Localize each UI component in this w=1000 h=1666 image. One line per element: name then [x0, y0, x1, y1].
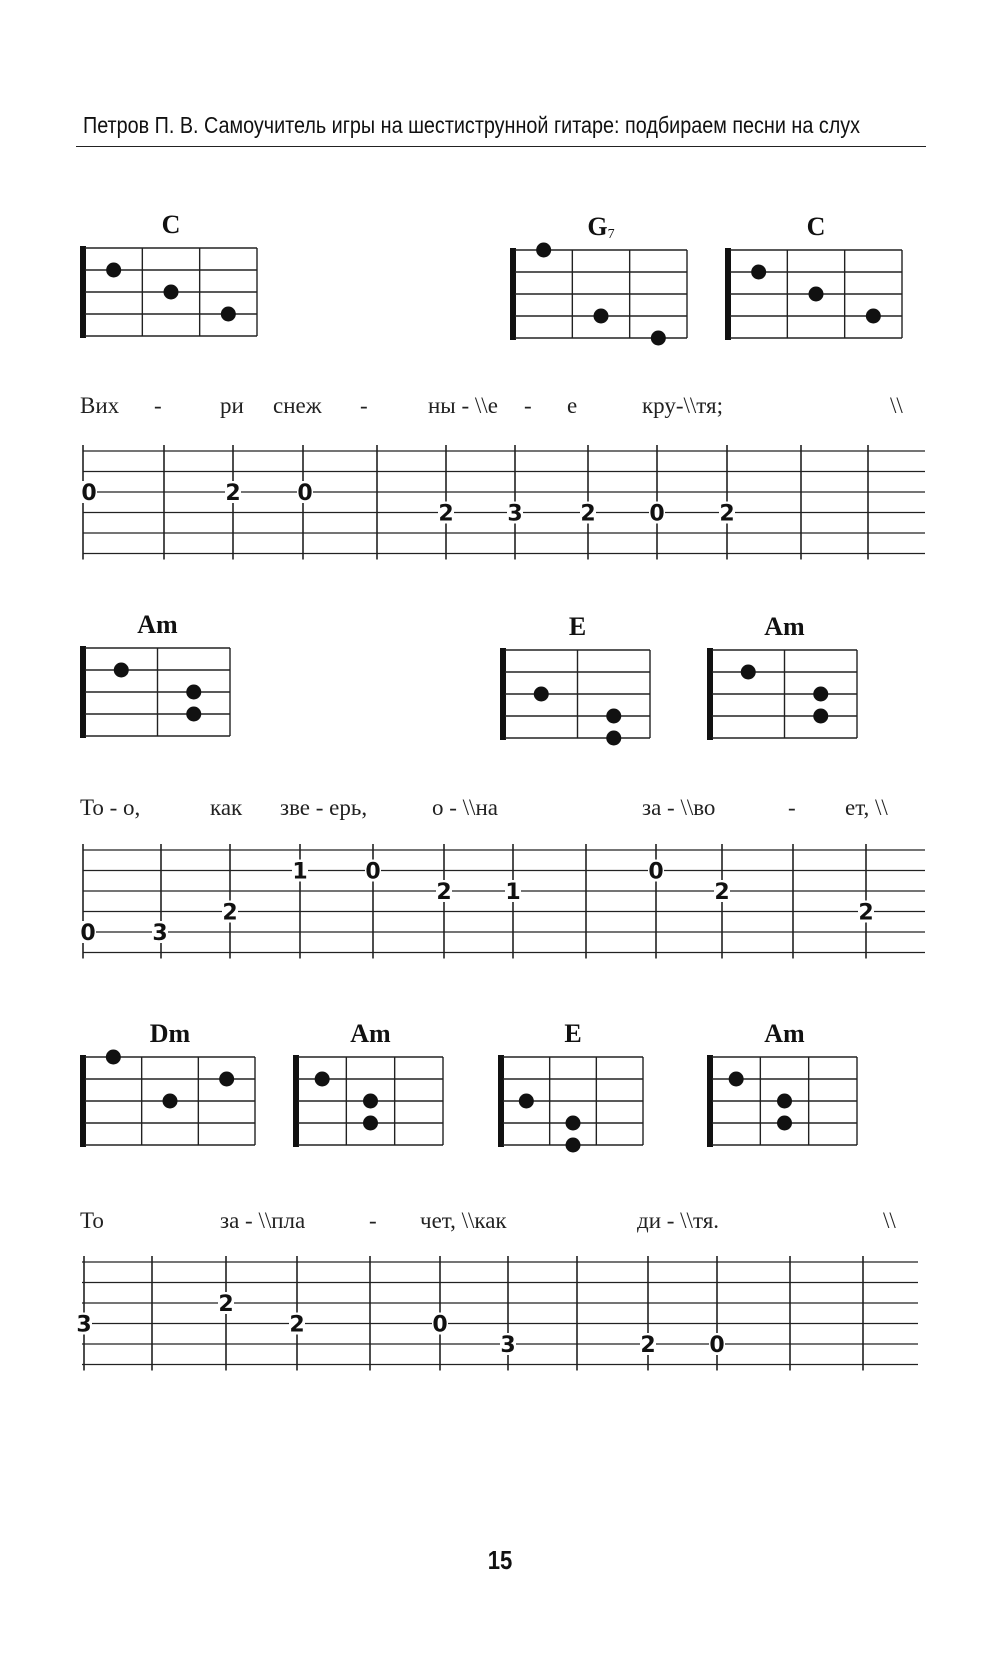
tab-fret-number: 2 — [580, 501, 596, 527]
chord-dot — [106, 1050, 121, 1065]
tab-fret-number: 1 — [505, 880, 521, 905]
lyric-syllable: кру-\\тя; — [642, 393, 724, 418]
lyric-syllable: - — [369, 1208, 377, 1233]
tab-fret-number: 2 — [714, 880, 730, 905]
lyric-syllable: - — [788, 795, 796, 820]
tab-staff — [80, 844, 925, 959]
chord-dot — [813, 709, 828, 724]
tab-fret-number: 2 — [225, 481, 241, 506]
chord-dot — [566, 1116, 581, 1131]
chord-dot — [114, 663, 129, 678]
chord-name: E — [568, 612, 587, 641]
tab-fret-number: 2 — [438, 501, 454, 527]
tab-staff — [76, 1256, 918, 1371]
chord-dot — [751, 265, 766, 280]
chord-name: C — [806, 212, 826, 241]
chord-name: G7 — [587, 212, 615, 242]
chord-dot — [221, 307, 236, 322]
lyric-syllable: е — [567, 393, 578, 418]
chord-name: Am — [764, 1019, 805, 1048]
chord-diagram — [80, 1019, 255, 1147]
lyric-syllable: ри — [220, 393, 244, 418]
chord-dot — [163, 1094, 178, 1109]
chord-dot — [651, 331, 666, 346]
tab-fret-number: 0 — [649, 501, 665, 527]
lyric-syllable: То — [80, 1208, 104, 1233]
chord-dot — [363, 1116, 378, 1131]
tab-fret-number: 3 — [507, 501, 523, 527]
tab-fret-number: 2 — [640, 1333, 656, 1358]
chord-diagram — [707, 612, 857, 740]
chord-dot — [566, 1138, 581, 1153]
chord-diagram — [500, 612, 650, 746]
tab-fret-number: 2 — [436, 880, 452, 905]
lyric-syllable: за - \\пла — [220, 1208, 306, 1233]
lyric-syllable: как — [210, 795, 243, 820]
lyric-syllable: - — [524, 393, 532, 418]
system-3 — [76, 1019, 918, 1371]
tab-fret-number: 2 — [289, 1312, 305, 1338]
lyric-syllable: ны - \\е — [428, 393, 498, 418]
lyric-syllable: - — [154, 393, 162, 418]
chord-dot — [519, 1094, 534, 1109]
tab-fret-number: 2 — [858, 900, 874, 926]
lyric-syllable: То - о, — [80, 795, 141, 820]
tab-fret-number: 0 — [648, 859, 664, 885]
chord-dot — [729, 1072, 744, 1087]
chord-name: Dm — [149, 1019, 191, 1048]
chord-diagram — [707, 1019, 857, 1147]
tab-fret-number: 0 — [297, 481, 313, 506]
chord-dot — [106, 263, 121, 278]
lyric-syllable: Вих — [80, 393, 120, 418]
system-2 — [80, 610, 925, 959]
chord-dot — [741, 665, 756, 680]
chord-dot — [777, 1116, 792, 1131]
chord-dot — [594, 309, 609, 324]
chord-name: Am — [764, 612, 805, 641]
lyric-syllable: ет, \\ — [845, 795, 888, 820]
chord-dot — [534, 687, 549, 702]
chord-dot — [363, 1094, 378, 1109]
chord-name: Am — [350, 1019, 391, 1048]
chord-dot — [219, 1072, 234, 1087]
chord-name: E — [564, 1019, 582, 1048]
tab-staff — [81, 445, 925, 560]
chord-dot — [809, 287, 824, 302]
lyric-syllable: зве - ерь, — [280, 795, 368, 820]
tab-fret-number: 0 — [432, 1312, 448, 1338]
chord-dot — [186, 685, 201, 700]
chord-dot — [777, 1094, 792, 1109]
tab-fret-number: 0 — [80, 921, 96, 946]
chord-dot — [866, 309, 881, 324]
lyric-syllable: чет, \\как — [420, 1208, 507, 1233]
chord-dot — [315, 1072, 330, 1087]
running-header: Петров П. В. Самоучитель игры на шестиструнной гитаре: подбираем песни на слух — [83, 112, 861, 138]
lyric-syllable: ди - \\тя. — [637, 1208, 720, 1233]
tab-fret-number: 1 — [292, 859, 308, 885]
lyric-syllable: - — [360, 393, 368, 418]
tab-fret-number: 0 — [81, 481, 97, 506]
tab-fret-number: 2 — [218, 1292, 234, 1317]
lyric-syllable: за - \\во — [642, 795, 716, 820]
chord-diagram — [498, 1019, 643, 1153]
chord-diagram — [80, 610, 230, 738]
chord-dot — [186, 707, 201, 722]
chord-diagram — [510, 212, 687, 346]
chord-dot — [606, 709, 621, 724]
chord-diagram — [725, 212, 902, 340]
lyric-syllable: о - \\на — [432, 795, 498, 820]
page-number: 15 — [487, 1545, 513, 1575]
chord-dot — [536, 243, 551, 258]
tab-fret-number: 0 — [709, 1333, 725, 1358]
tab-fret-number: 3 — [152, 921, 168, 946]
lyric-syllable: \\ — [883, 1208, 896, 1233]
lyric-syllable: снеж — [273, 393, 322, 418]
chord-dot — [164, 285, 179, 300]
chord-dot — [813, 687, 828, 702]
tab-fret-number: 3 — [500, 1333, 516, 1358]
chord-diagram — [80, 210, 257, 338]
tab-fret-number: 0 — [365, 859, 381, 885]
chord-name: C — [161, 210, 181, 239]
tab-fret-number: 3 — [76, 1312, 92, 1338]
chord-dot — [606, 731, 621, 746]
tab-fret-number: 2 — [719, 501, 735, 527]
system-1 — [80, 210, 925, 560]
chord-diagram — [293, 1019, 443, 1147]
chord-name: Am — [137, 610, 178, 639]
lyric-syllable: \\ — [890, 393, 903, 418]
tab-fret-number: 2 — [222, 900, 238, 926]
